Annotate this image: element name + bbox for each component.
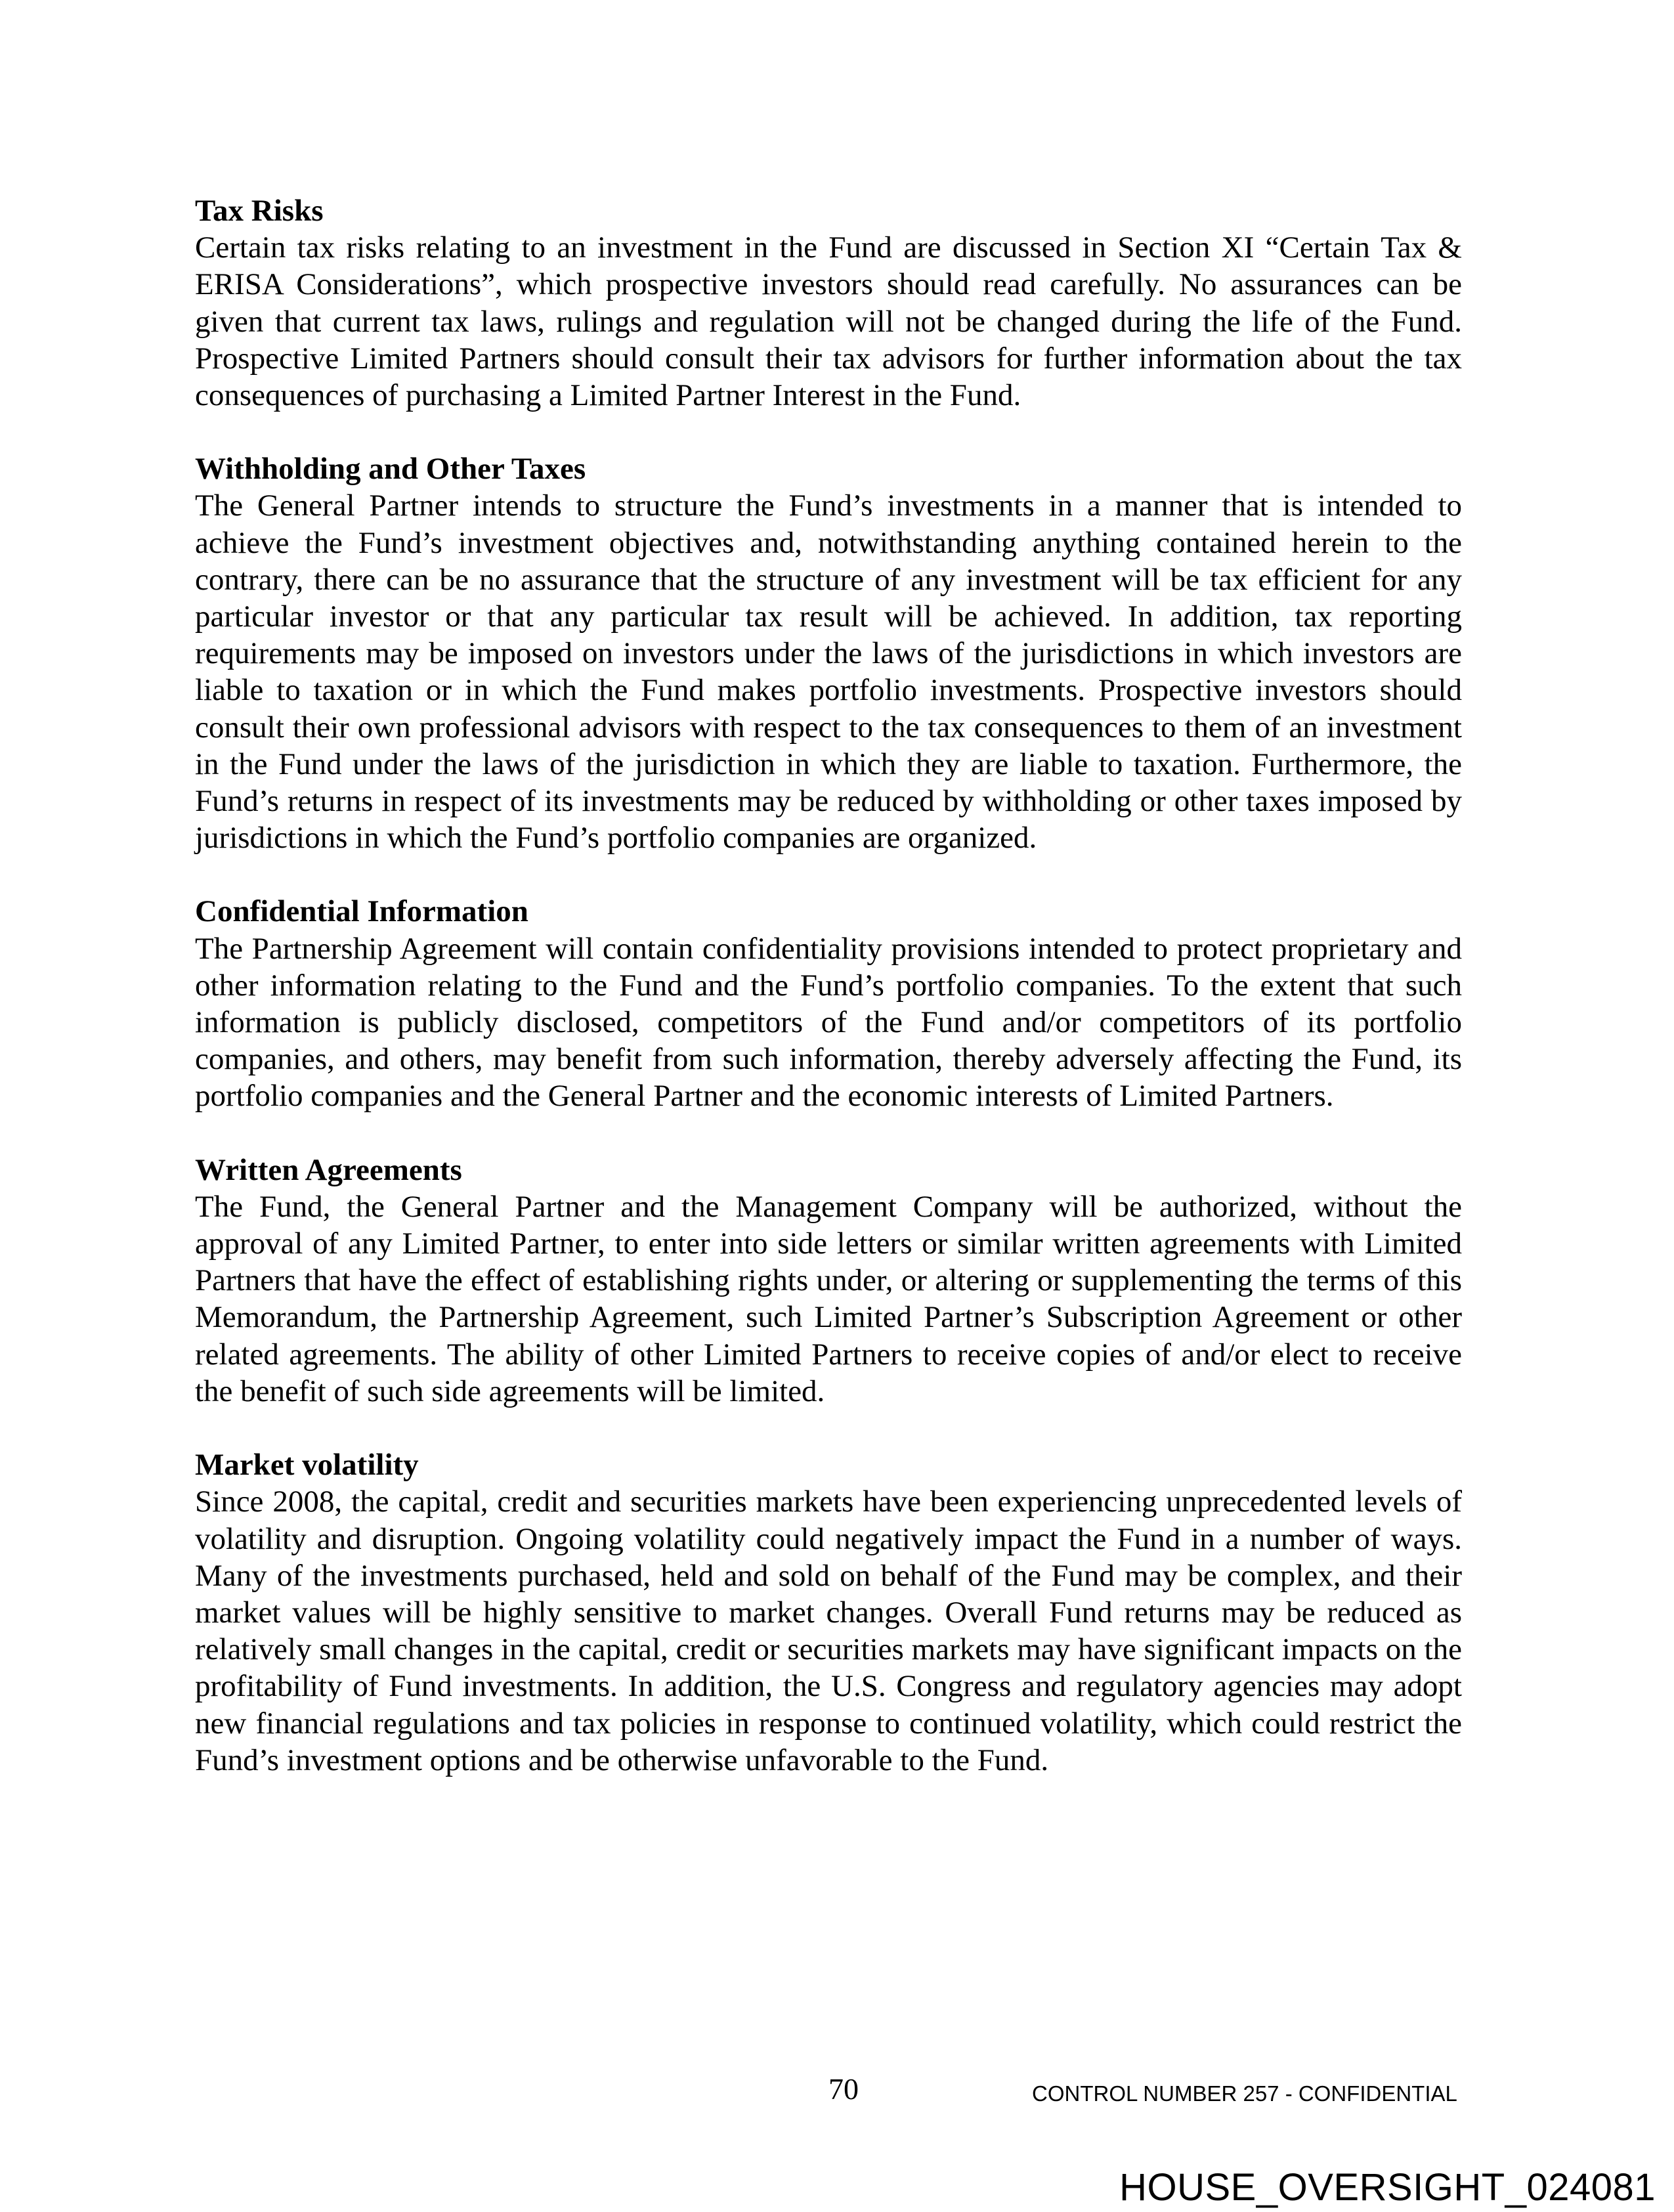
section-body: The General Partner intends to structure the Fund’s investments in a manner that is intended to achieve the Fund’s investment objectives and, notwithstanding anything contained herein to the contrary, there can be no assurance that the structure of any investment will be tax efficient for any particular investor or that any particular tax result will be achieved. In addition, tax reporting requirements may be imposed on investors under the laws of the jurisdictions in which investors are liable to taxation or in which the Fund makes portfolio investments. Prospective investors should consult their own professional advisors with respect to the tax consequences to them of an investment in the Fund under the laws of the jurisdiction in which they are liable to taxation. Furthermore, the Fund’s returns in respect of its investments may be reduced by withholding or other taxes imposed by jurisdictions in which the Fund’s portfolio companies are organized.	[195, 488, 1462, 856]
page-number: 70	[828, 2072, 859, 2106]
section-heading: Withholding and Other Taxes	[195, 452, 586, 487]
section-market-volatility	[195, 1446, 1462, 1779]
section-confidential-information	[195, 893, 1462, 1114]
document-page-body	[195, 192, 1462, 1815]
section-withholding-and-other-taxes	[195, 450, 1462, 856]
section-heading: Confidential Information	[195, 894, 528, 929]
section-body: The Partnership Agreement will contain confidentiality provisions intended to protect proprietary and other information relating to the Fund and the Fund’s portfolio companies. To the extent that such information is publicly disclosed, competitors of the Fund and/or competitors of its portfolio companies, and others, may benefit from such information, thereby adversely affecting the Fund, its portfolio companies and the General Partner and the economic interests of Limited Partners.	[195, 931, 1462, 1114]
section-tax-risks	[195, 192, 1462, 414]
section-body: Since 2008, the capital, credit and securities markets have been experiencing unprecedented levels of volatility and disruption. Ongoing volatility could negatively impact the Fund in a number of ways. Many of the investments purchased, held and sold on behalf of the Fund may be complex, and their market values will be highly sensitive to market changes. Overall Fund returns may be reduced as relatively small changes in the capital, credit or securities markets may have significant impacts on the profitability of Fund investments. In addition, the U.S. Congress and regulatory agencies may adopt new financial regulations and tax policies in response to continued volatility, which could restrict the Fund’s investment options and be otherwise unfavorable to the Fund.	[195, 1485, 1462, 1777]
section-body: The Fund, the General Partner and the Management Company will be authorized, without the approval of any Limited Partner, to enter into side letters or similar written agreements with Limited Partners that have the effect of establishing rights under, or altering or supplementing the terms of this Memorandum, the Partnership Agreement, such Limited Partner’s Subscription Agreement or other related agreements. The ability of other Limited Partners to receive copies of and/or elect to receive the benefit of such side agreements will be limited.	[195, 1189, 1462, 1408]
section-body: Certain tax risks relating to an investment in the Fund are discussed in Section XI “Certain Tax & ERISA Considerations”, which prospective investors should read carefully. No assurances can be given that current tax laws, rulings and regulation will not be changed during the life of the Fund. Prospective Limited Partners should consult their tax advisors for further information about the tax consequences of purchasing a Limited Partner Interest in the Fund.	[195, 230, 1462, 413]
section-heading: Market volatility	[195, 1448, 419, 1483]
section-written-agreements	[195, 1152, 1462, 1410]
control-number-label: CONTROL NUMBER 257 - CONFIDENTIAL	[1032, 2081, 1457, 2106]
section-heading: Written Agreements	[195, 1152, 462, 1187]
section-heading: Tax Risks	[195, 194, 324, 228]
bates-number: HOUSE_OVERSIGHT_024081	[1119, 2166, 1656, 2209]
